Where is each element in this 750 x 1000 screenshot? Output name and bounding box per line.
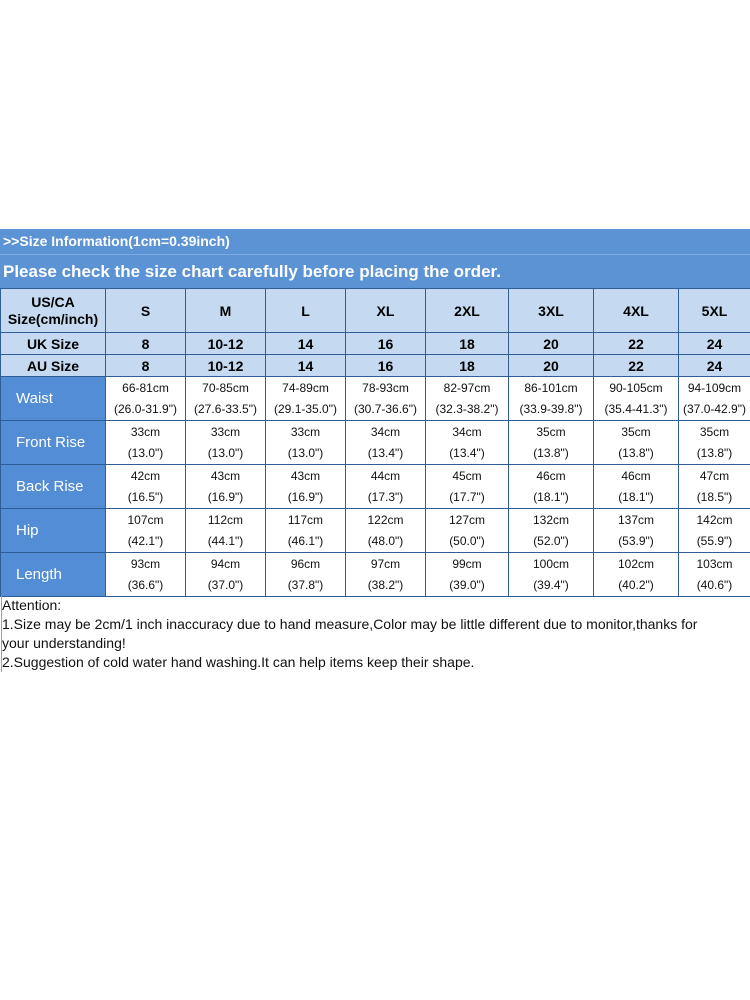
inch-value: (17.3") [367, 489, 404, 504]
cm-value: 90-105cm [609, 380, 663, 395]
inch-value: (16.9") [287, 489, 324, 504]
uk-size-cell: 24 [679, 333, 750, 355]
cm-value: 66-81cm [122, 380, 169, 395]
cm-value: 35cm [536, 424, 566, 439]
measurement-cell [106, 509, 186, 553]
measurement-cell [679, 465, 750, 509]
measurement-cell [426, 509, 509, 553]
inch-value: (44.1") [207, 533, 244, 548]
au-size-cell: 18 [426, 355, 509, 377]
measurement-cell [266, 421, 346, 465]
inch-value: (40.6") [696, 577, 733, 592]
measurement-cell [594, 553, 679, 597]
attention-notes [1, 596, 750, 672]
au-size-cell: 10-12 [186, 355, 266, 377]
cm-value: 44cm [370, 468, 401, 483]
size-header: XL [346, 289, 426, 333]
cm-value: 78-93cm [362, 380, 409, 395]
cm-value: 35cm [621, 424, 651, 439]
inch-value: (13.0") [127, 445, 164, 460]
cm-value: 99cm [452, 556, 482, 571]
cm-value: 137cm [617, 512, 655, 527]
inch-value: (13.0") [287, 445, 324, 460]
cm-value: 33cm [130, 424, 161, 439]
uk-size-cell: 14 [266, 333, 346, 355]
measurement-row-length [1, 553, 750, 597]
inch-value: (35.4-41.3") [604, 401, 668, 416]
cm-value: 97cm [370, 556, 401, 571]
cm-value: 42cm [130, 468, 161, 483]
uk-size-cell: 18 [426, 333, 509, 355]
au-size-row [1, 355, 750, 377]
uk-size-row [1, 333, 750, 355]
measurement-cell [679, 377, 750, 421]
cm-value: 34cm [370, 424, 401, 439]
inch-value: (53.9") [618, 533, 654, 548]
inch-value: (38.2") [367, 577, 404, 592]
measurement-cell [106, 421, 186, 465]
size-header: M [186, 289, 266, 333]
measurement-label: Waist [1, 377, 106, 421]
cm-value: 94-109cm [687, 380, 742, 395]
cm-value: 142cm [696, 512, 733, 527]
measurement-cell [594, 421, 679, 465]
corner-label-line1: US/CA [31, 293, 75, 310]
inch-value: (32.3-38.2") [435, 401, 499, 416]
inch-value: (16.5") [127, 489, 164, 504]
size-header: 2XL [426, 289, 509, 333]
cm-value: 100cm [532, 556, 570, 571]
cm-value: 33cm [210, 424, 241, 439]
cm-value: 47cm [699, 468, 730, 483]
measurement-row-waist [1, 377, 750, 421]
inch-value: (18.5") [696, 489, 733, 504]
inch-value: (26.0-31.9") [114, 401, 177, 416]
inch-value: (55.9") [696, 533, 733, 548]
measurement-row-hip [1, 509, 750, 553]
cm-value: 74-89cm [282, 380, 329, 395]
cm-value: 46cm [621, 468, 651, 483]
au-size-cell: 16 [346, 355, 426, 377]
cm-value: 102cm [617, 556, 655, 571]
cm-value: 96cm [290, 556, 321, 571]
measurement-cell [106, 465, 186, 509]
cm-value: 33cm [290, 424, 321, 439]
cm-value: 93cm [130, 556, 161, 571]
uk-size-label: UK Size [1, 333, 106, 355]
measurement-cell [186, 421, 266, 465]
measurement-cell [346, 509, 426, 553]
cm-value: 117cm [287, 512, 324, 527]
inch-value: (50.0") [449, 533, 485, 548]
inch-value: (13.8") [618, 445, 654, 460]
measurement-cell [679, 421, 750, 465]
uk-size-cell: 10-12 [186, 333, 266, 355]
warning-banner: Please check the size chart carefully before placing the order. [0, 254, 750, 288]
measurement-cell [594, 377, 679, 421]
au-size-cell: 24 [679, 355, 750, 377]
measurement-cell [106, 553, 186, 597]
measurement-cell [266, 553, 346, 597]
measurement-cell [426, 553, 509, 597]
inch-value: (37.0-42.9") [683, 401, 746, 416]
inch-value: (33.9-39.8") [519, 401, 583, 416]
measurement-cell [426, 465, 509, 509]
attention-note-1-continued: your understanding! [2, 635, 126, 651]
cm-value: 34cm [452, 424, 482, 439]
uk-size-cell: 20 [509, 333, 594, 355]
au-size-cell: 20 [509, 355, 594, 377]
cm-value: 43cm [210, 468, 241, 483]
cm-value: 35cm [699, 424, 730, 439]
size-header: L [266, 289, 346, 333]
corner-label [1, 289, 106, 333]
cm-value: 112cm [207, 512, 244, 527]
cm-value: 70-85cm [202, 380, 249, 395]
measurement-cell [186, 509, 266, 553]
attention-note-1: 1.Size may be 2cm/1 inch inaccuracy due to hand measure,Color may be little different due to monitor,thanks for [2, 616, 698, 632]
measurement-cell [106, 377, 186, 421]
measurement-cell [426, 377, 509, 421]
au-size-cell: 8 [106, 355, 186, 377]
size-info-banner: >>Size Information(1cm=0.39inch) [0, 229, 750, 254]
attention-note-2: 2.Suggestion of cold water hand washing.It can help items keep their shape. [2, 654, 475, 670]
inch-value: (37.8") [287, 577, 324, 592]
measurement-cell [594, 465, 679, 509]
size-header: S [106, 289, 186, 333]
size-table [0, 288, 750, 597]
size-chart [0, 229, 750, 597]
cm-value: 46cm [536, 468, 566, 483]
measurement-cell [509, 421, 594, 465]
uk-size-cell: 22 [594, 333, 679, 355]
cm-value: 45cm [452, 468, 482, 483]
inch-value: (48.0") [367, 533, 404, 548]
measurement-row-back-rise [1, 465, 750, 509]
size-header: 5XL [679, 289, 750, 333]
measurement-cell [266, 509, 346, 553]
inch-value: (27.6-33.5") [194, 401, 257, 416]
inch-value: (39.4") [533, 577, 569, 592]
measurement-label: Hip [1, 509, 106, 553]
cm-value: 107cm [127, 512, 164, 527]
measurement-cell [594, 509, 679, 553]
cm-value: 132cm [532, 512, 570, 527]
measurement-cell [679, 553, 750, 597]
measurement-cell [346, 421, 426, 465]
uk-size-cell: 16 [346, 333, 426, 355]
measurement-row-front-rise [1, 421, 750, 465]
au-size-cell: 14 [266, 355, 346, 377]
inch-value: (30.7-36.6") [354, 401, 417, 416]
cm-value: 86-101cm [524, 380, 578, 395]
corner-label-line2: Size(cm/inch) [7, 310, 99, 327]
measurement-cell [266, 465, 346, 509]
cm-value: 94cm [210, 556, 241, 571]
inch-value: (18.1") [533, 489, 569, 504]
inch-value: (18.1") [618, 489, 654, 504]
measurement-cell [509, 553, 594, 597]
au-size-cell: 22 [594, 355, 679, 377]
measurement-cell [186, 553, 266, 597]
inch-value: (13.4") [449, 445, 485, 460]
cm-value: 122cm [367, 512, 404, 527]
measurement-cell [509, 377, 594, 421]
inch-value: (13.4") [367, 445, 404, 460]
inch-value: (37.0") [207, 577, 244, 592]
measurement-cell [426, 421, 509, 465]
inch-value: (29.1-35.0") [274, 401, 337, 416]
measurement-cell [509, 465, 594, 509]
uk-size-cell: 8 [106, 333, 186, 355]
inch-value: (46.1") [287, 533, 324, 548]
attention-title: Attention: [2, 597, 62, 613]
inch-value: (13.0") [207, 445, 244, 460]
cm-value: 103cm [696, 556, 733, 571]
measurement-label: Length [1, 553, 106, 597]
cm-value: 82-97cm [443, 380, 491, 395]
inch-value: (40.2") [618, 577, 654, 592]
us-size-row [1, 289, 750, 333]
cm-value: 43cm [290, 468, 321, 483]
inch-value: (13.8") [696, 445, 733, 460]
au-size-label: AU Size [1, 355, 106, 377]
inch-value: (16.9") [207, 489, 244, 504]
size-header: 3XL [509, 289, 594, 333]
measurement-label: Back Rise [1, 465, 106, 509]
inch-value: (36.6") [127, 577, 164, 592]
inch-value: (13.8") [533, 445, 569, 460]
measurement-cell [266, 377, 346, 421]
cm-value: 127cm [448, 512, 486, 527]
inch-value: (17.7") [449, 489, 485, 504]
measurement-cell [346, 377, 426, 421]
measurement-cell [186, 465, 266, 509]
measurement-cell [346, 553, 426, 597]
inch-value: (42.1") [127, 533, 164, 548]
inch-value: (52.0") [533, 533, 569, 548]
measurement-cell [679, 509, 750, 553]
inch-value: (39.0") [449, 577, 485, 592]
measurement-cell [509, 509, 594, 553]
measurement-cell [346, 465, 426, 509]
size-header: 4XL [594, 289, 679, 333]
measurement-label: Front Rise [1, 421, 106, 465]
measurement-cell [186, 377, 266, 421]
